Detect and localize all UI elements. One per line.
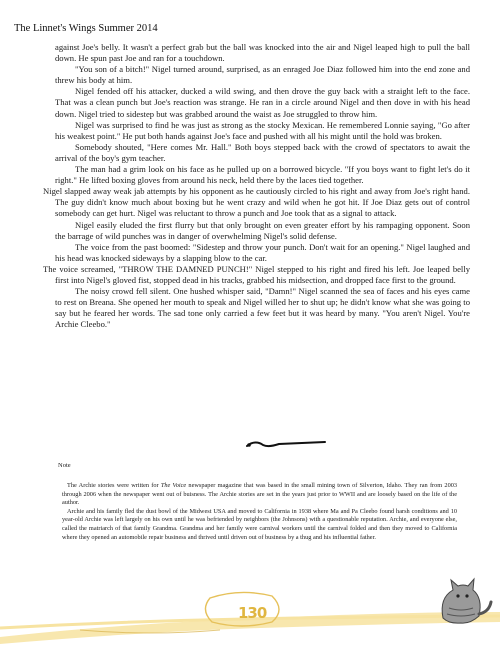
story-paragraph: The noisy crowd fell silent. One hushed whisper said, "Damn!" Nigel scanned the sea of faces and his eyes came to rest on Breana. She opened her mouth to speak and Nigel willed her to shut up; he didn't know what she was going to say but he feared her words. The sad tone only carried a few feet but it was heard by many. "You aren't Nigel. You're Archie Cleebo." xyxy=(55,286,470,330)
story-paragraph: against Joe's belly. It wasn't a perfect grab but the ball was knocked into the air and Nigel leaped high to pull the ball down. He spun past Joe and ran for a touchdown. xyxy=(55,42,470,64)
story-paragraph: "You son of a bitch!" Nigel turned around, surprised, as an enraged Joe Diaz followed him into the end zone and threw his body at him. xyxy=(55,64,470,86)
cat-illustration-icon xyxy=(425,568,495,628)
story-body xyxy=(43,42,470,330)
note-paragraph: Archie and his family fled the dust bowl of the Midwest USA and moved to California in 1938 where Ma and Pa Cleebo found harsh conditions and 10 year-old Archie was left largely on his own until he was befriended by neighbors (the Johnsons) with a questionable reputation. Archie, and everyone else, called the matriarch of that family Grandma. Grandma and her family were carnival workers until the carnival folded and then they moved to California where they opened an automobile repair business and thrived until driven out of business by a thug and his influential father. xyxy=(62,507,457,541)
story-paragraph: Somebody shouted, "Here comes Mr. Hall." Both boys stepped back with the crowd of spectators to await the arrival of the boy's gym teacher. xyxy=(55,141,470,163)
story-paragraph: Nigel easily eluded the first flurry but that only brought on even greater effort by his rampaging opponent. Soon the barrage of wild punches was in danger of overwhelming Nigel's solid defense. xyxy=(55,219,470,241)
author-note xyxy=(62,482,457,542)
story-paragraph: Nigel was surprised to find he was just as strong as the stocky Mexican. He remembered Lonnie saying, "Go after his weakest point." He put both hands against Joe's face and pushed with all his might until the hold was broken. xyxy=(55,119,470,141)
story-paragraph: The man had a grim look on his face as he pulled up on a borrowed bicycle. "If you boys want to fight let's do it right." He lifted boxing gloves from around his neck, held there by the laces tied together. xyxy=(55,164,470,186)
page-header: The Linnet's Wings Summer 2014 xyxy=(14,23,158,34)
ornamental-flourish-icon xyxy=(245,437,330,451)
note-label: Note xyxy=(58,462,71,469)
story-paragraph: Nigel fended off his attacker, ducked a wild swing, and then drove the guy back with a straight left to the face. That was a clean punch but Joe's reaction was strange. He ran in a circle around Nigel and then dove in with his head down. Nigel tried to sidestep but was grabbed around the waist as Joe struggled to throw him. xyxy=(55,86,470,119)
story-paragraph: The voice from the past boomed: "Sidestep and throw your punch. Don't wait for an opening." Nigel laughed and his head was knocked sideways by a slapping blow to the car. xyxy=(55,241,470,263)
story-paragraph: Nigel slapped away weak jab attempts by his opponent as he cautiously circled to his right and away from Joe's right hand. The guy didn't know much about boxing but he went crazy and wild when he got hit. If Joe Diaz gets out of control somebody can get hurt. Nigel was reluctant to throw a punch and Joe took that as a signal to attack. xyxy=(43,186,470,219)
story-paragraph: The voice screamed, "THROW THE DAMNED PUNCH!" Nigel stepped to his right and fired his left. Joe leaped belly first into Nigel's gloved fist, stopped dead in his tracks, grabbed his midsection, and dropped face first to the ground. xyxy=(43,263,470,285)
publication-title: The Voice xyxy=(160,482,187,489)
page-number: 130 xyxy=(238,604,267,622)
note-paragraph: The Archie stories were written for The Voice newspaper magazine that was based in the small mining town of Silverton, Idaho. They ran from 2003 through 2006 when the newspaper went out of buisness. The Archie stories are set in the years just prior to WWII and are loosely based on the life of the author. xyxy=(62,482,458,507)
